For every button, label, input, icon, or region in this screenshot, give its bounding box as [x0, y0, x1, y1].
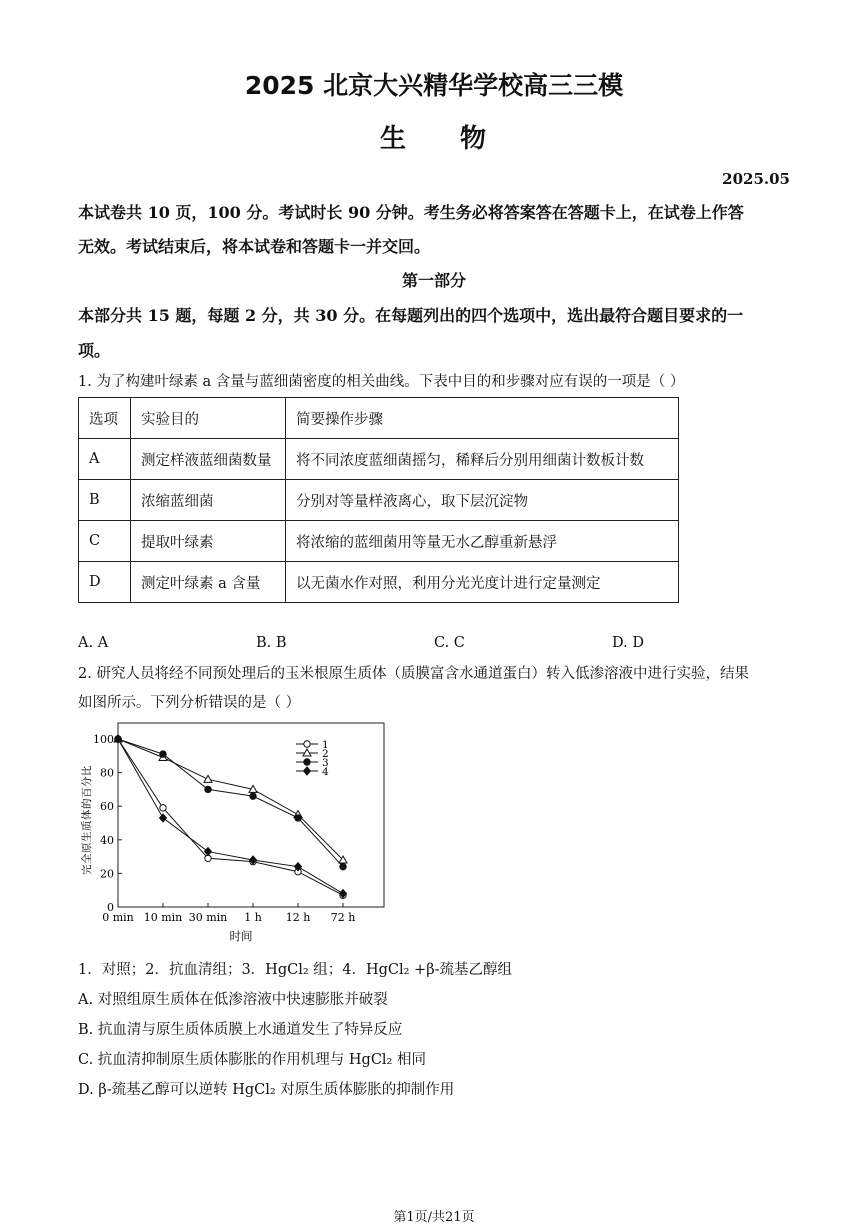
x-axis-label: 时间: [229, 929, 253, 943]
x-tick-label: 1 h: [244, 911, 262, 924]
data-point: [205, 786, 211, 792]
question-2-stem-line-1: 2. 研究人员将经不同预处理后的玉米根原生质体（质膜富含水通道蛋白）转入低渗溶液中进行实验，结果: [78, 666, 749, 682]
table-cell: 将浓缩的蓝细菌用等量无水乙醇重新悬浮: [286, 521, 679, 562]
table-row: [79, 439, 679, 480]
table-cell: C: [79, 521, 131, 562]
legend-label: 4: [322, 766, 329, 778]
y-tick-label: 60: [100, 800, 114, 814]
exam-date: 2025.05: [722, 170, 790, 188]
choice-d: D. D: [612, 635, 644, 651]
x-tick-label: 0 min: [102, 911, 134, 924]
instructions-line-2: 无效。考试结束后，将本试卷和答题卡一并交回。: [78, 237, 431, 256]
table-row: [79, 521, 679, 562]
table-row: [79, 562, 679, 603]
series-line-2: [118, 739, 343, 860]
question-2-option-a: A. 对照组原生质体在低渗溶液中快速膨胀并破裂: [78, 992, 388, 1008]
part-title: 第一部分: [401, 271, 466, 290]
protoplast-line-chart: [78, 718, 390, 948]
y-tick-label: 80: [100, 766, 114, 780]
choice-c: C. C: [434, 635, 465, 651]
question-2-stem-line-2: 如图所示。下列分析错误的是（ ）: [78, 695, 301, 711]
data-point: [304, 759, 310, 765]
y-tick-label: 0: [107, 901, 114, 914]
subject-title: [0, 118, 868, 155]
legend-label: 3: [322, 757, 329, 769]
part-desc-line-2: 项。: [78, 341, 111, 360]
table-header-cell: 简要操作步骤: [286, 398, 679, 439]
table-cell: 提取叶绿素: [131, 521, 286, 562]
question-2-option-b: B. 抗血清与原生质体质膜上水通道发生了特异反应: [78, 1022, 403, 1038]
data-point: [160, 751, 166, 757]
page-number: 第1页/共21页: [393, 1210, 475, 1225]
x-tick-label: 12 h: [285, 911, 311, 924]
table-header-cell: 实验目的: [131, 398, 286, 439]
data-point: [304, 741, 310, 747]
table-header-cell: 选项: [79, 398, 131, 439]
plot-frame: [118, 723, 384, 907]
y-tick-label: 20: [100, 867, 114, 881]
question-2-option-c: C. 抗血清抑制原生质体膨胀的作用机理与 HgCl₂ 相同: [78, 1052, 426, 1068]
table-cell: A: [79, 439, 131, 480]
instructions-line-1: 本试卷共 10 页，100 分。考试时长 90 分钟。考生务必将答案答在答题卡上，在试卷上作答: [78, 203, 744, 222]
y-tick-label: 100: [93, 733, 114, 746]
series-line-3: [118, 739, 343, 867]
table-cell: 浓缩蓝细菌: [131, 480, 286, 521]
data-point: [205, 848, 212, 856]
x-tick-label: 72 h: [330, 911, 356, 924]
data-point: [250, 793, 256, 799]
table-cell: B: [79, 480, 131, 521]
table-cell: 测定叶绿素 a 含量: [131, 562, 286, 603]
exam-title: 2025 北京大兴精华学校高三三模: [244, 71, 624, 100]
y-axis-label: 完全原生质体的百分比: [81, 765, 93, 875]
data-point: [295, 815, 301, 821]
table-row: [79, 480, 679, 521]
question-2-legend-caption: 1．对照；2．抗血清组；3．HgCl₂ 组；4．HgCl₂ +β-巯基乙醇组: [78, 962, 512, 978]
data-point: [160, 814, 167, 822]
table-header-row: [79, 398, 679, 439]
choice-b: B. B: [256, 635, 287, 651]
y-tick-label: 40: [100, 833, 114, 847]
table-cell: 以无菌水作对照，利用分光光度计进行定量测定: [286, 562, 679, 603]
question-2-option-d: D. β-巯基乙醇可以逆转 HgCl₂ 对原生质体膨胀的抑制作用: [78, 1082, 455, 1098]
data-point: [160, 805, 166, 811]
x-tick-label: 30 min: [188, 911, 228, 924]
subject-char-2: 物: [460, 124, 489, 154]
data-point: [204, 775, 212, 782]
table-cell: 将不同浓度蓝细菌摇匀，稀释后分别用细菌计数板计数: [286, 439, 679, 480]
x-tick-label: 10 min: [143, 911, 183, 924]
subject-char-1: 生: [379, 124, 408, 154]
part-desc-line-1: 本部分共 15 题，每题 2 分，共 30 分。在每题列出的四个选项中，选出最符合题目要求的一: [78, 306, 744, 325]
table-cell: 分别对等量样液离心，取下层沉淀物: [286, 480, 679, 521]
legend-label: 1: [322, 739, 329, 751]
choice-a: A. A: [78, 635, 109, 651]
question-1-stem: 1. 为了构建叶绿素 a 含量与蓝细菌密度的相关曲线。下表中目的和步骤对应有误的一项是（ ）: [78, 374, 685, 390]
data-point: [340, 863, 346, 869]
table-cell: 测定样液蓝细菌数量: [131, 439, 286, 480]
question-1-table: [78, 397, 679, 603]
legend-label: 2: [322, 748, 329, 760]
data-point: [304, 767, 311, 775]
table-cell: D: [79, 562, 131, 603]
